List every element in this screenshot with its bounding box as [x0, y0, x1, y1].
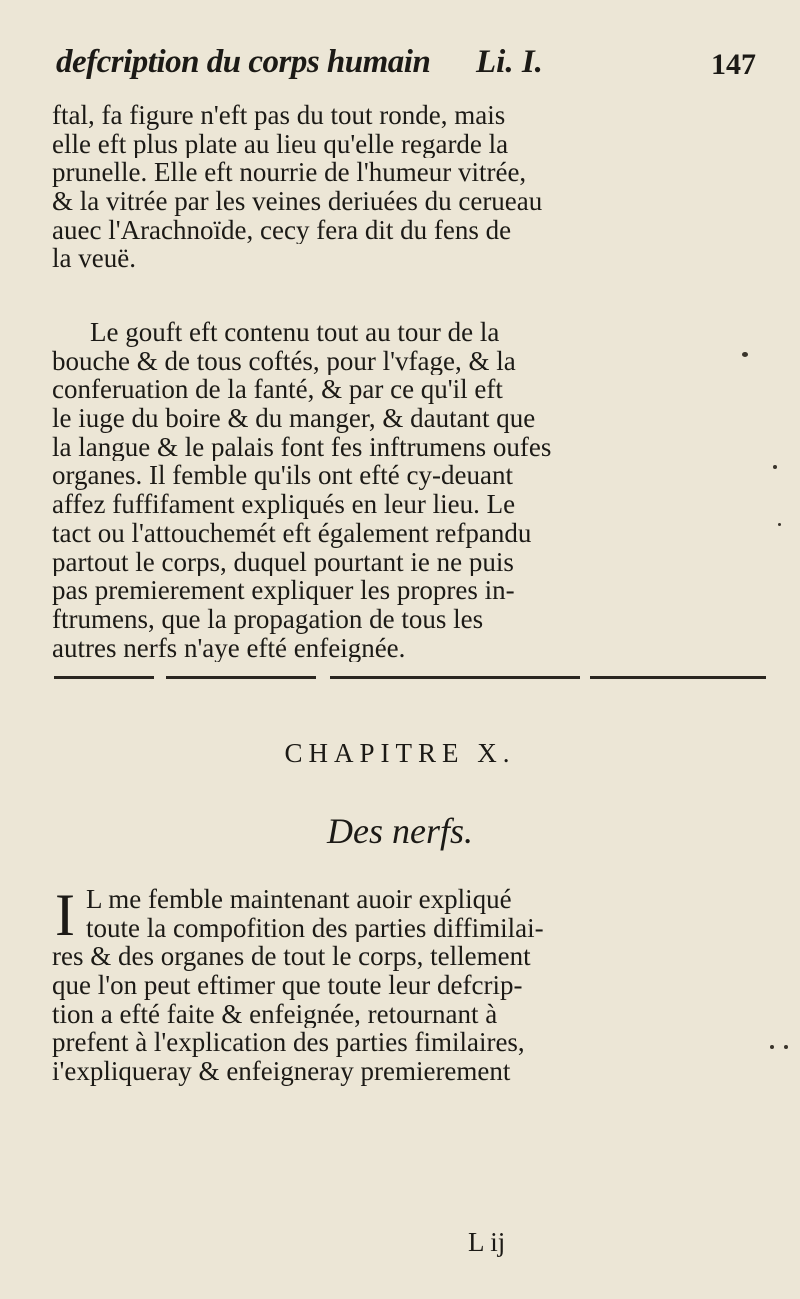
- book-reference: Li. I.: [476, 44, 543, 80]
- ink-speck: [770, 1045, 774, 1049]
- text-line: ftal, fa figure n'eft pas du tout ronde, mais: [52, 101, 506, 130]
- page-number: 147: [711, 48, 756, 81]
- text-line: affez fuffifament expliqués en leur lieu. Le: [52, 490, 516, 519]
- ink-speck: [742, 352, 748, 357]
- text-line: organes. Il femble qu'ils ont efté cy-deuant: [52, 461, 513, 491]
- paragraph-taste: [52, 318, 764, 662]
- text-line: partout le corps, duquel pourtant ie ne puis: [52, 547, 514, 577]
- text-line: conferuation de la fanté, & par ce qu'il eft: [52, 375, 503, 405]
- running-header: [56, 44, 756, 94]
- text-line: & la vitrée par les veines deriuées du cerueau: [52, 187, 543, 216]
- text-line: i'expliqueray & enfeigneray premierement: [52, 1057, 511, 1086]
- text-line: pas premierement expliquer les propres in-: [52, 576, 515, 605]
- text-line: res & des organes de tout le corps, tellement: [52, 942, 531, 972]
- text-line: autres nerfs n'aye efté enfeignée.: [52, 633, 406, 663]
- text-line: le iuge du boire & du manger, & dautant que: [52, 404, 536, 433]
- chapter-title: Des nerfs.: [327, 811, 473, 851]
- text-line: auec l'Arachnoïde, cecy fera dit du fens de: [52, 215, 512, 245]
- text-line: tion a efté faite & enfeignée, retournant à: [52, 999, 498, 1029]
- text-line: prefent à l'explication des parties fimilaires,: [52, 1028, 525, 1058]
- text-line: ftrumens, que la propagation de tous les: [52, 604, 484, 634]
- ink-speck: [778, 523, 781, 526]
- paragraph-eye: [52, 101, 764, 273]
- signature-mark: L ij: [468, 1227, 506, 1257]
- text-line: prunelle. Elle eft nourrie de l'humeur vitrée,: [52, 158, 527, 188]
- chapter-heading: CHAPITRE X.: [284, 738, 516, 768]
- ink-speck: [784, 1045, 788, 1049]
- text-line: la langue & le palais font fes inftrumens oufes: [52, 432, 552, 462]
- text-line: tact ou l'attouchemét eft également refpandu: [52, 518, 532, 548]
- text-line: toute la compofition des parties diffimilai-: [86, 913, 544, 943]
- text-line: L me femble maintenant auoir expliqué: [86, 885, 512, 914]
- ornamental-rule: [54, 676, 766, 682]
- text-line: que l'on peut eftimer que toute leur defcrip-: [52, 971, 523, 1000]
- text-line: Le gouft eft contenu tout au tour de la: [90, 318, 500, 347]
- ink-speck: [773, 465, 777, 469]
- running-title: defcription du corps humain: [56, 44, 431, 80]
- text-line: bouche & de tous coftés, pour l'vfage, & la: [52, 346, 516, 376]
- paragraph-nerves: [52, 882, 764, 1086]
- drop-capital: I: [55, 882, 75, 948]
- text-line: elle eft plus plate au lieu qu'elle regarde la: [52, 129, 509, 159]
- text-line: la veuë.: [52, 244, 136, 274]
